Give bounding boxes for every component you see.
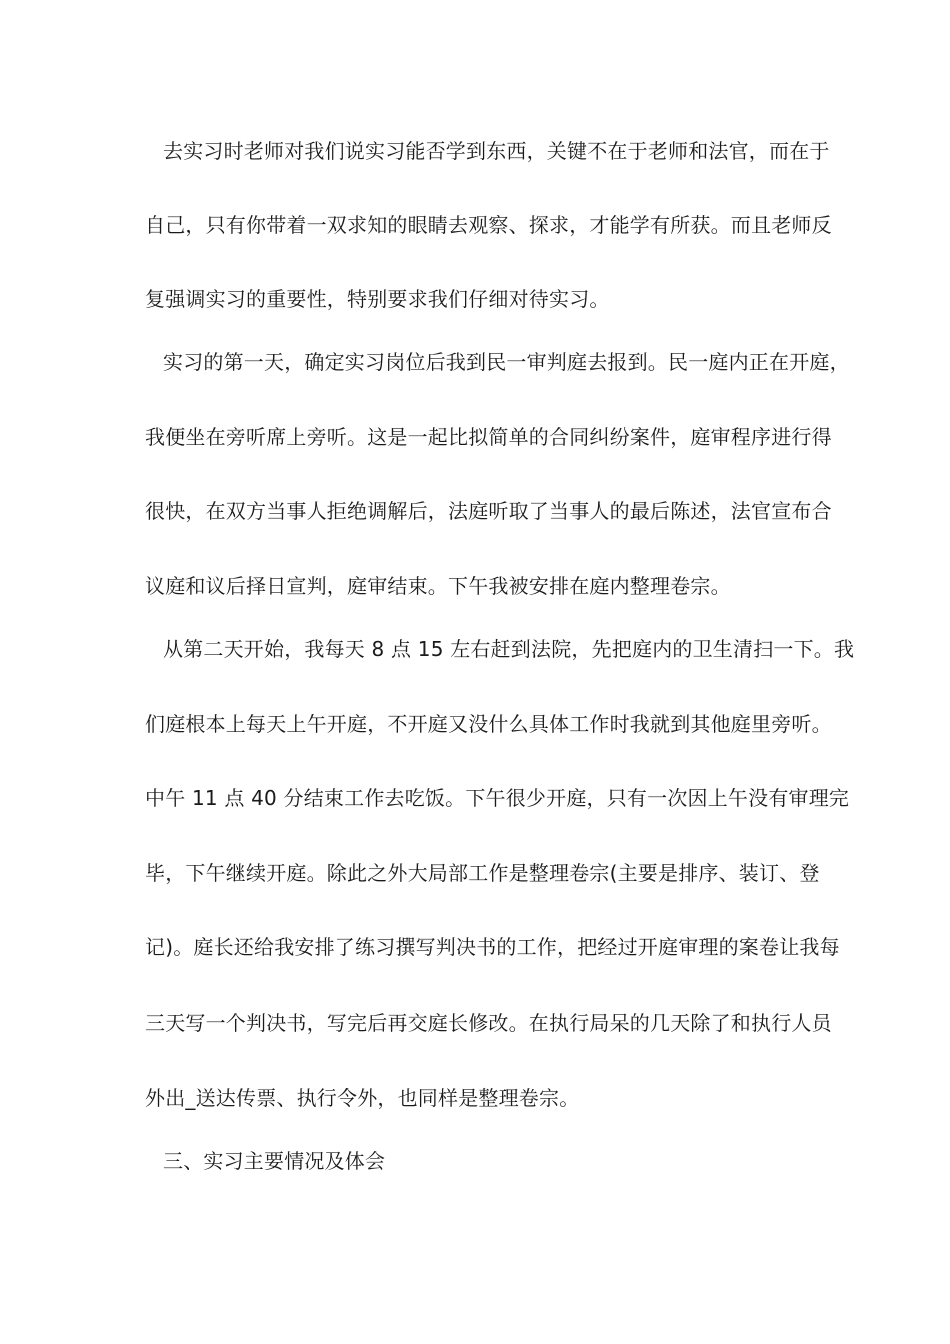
paragraph-3-line-4: 毕，下午继续开庭。除此之外大局部工作是整理卷宗(主要是排序、装订、登: [145, 861, 820, 885]
paragraph-3-line-5: 记)。庭长还给我安排了练习撰写判决书的工作，把经过开庭审理的案卷让我每: [145, 935, 840, 959]
paragraph-2-line-4: 议庭和议后择日宣判，庭审结束。下午我被安排在庭内整理卷宗。: [145, 574, 731, 598]
paragraph-3-line-3: 中午 11 点 40 分结束工作去吃饭。下午很少开庭，只有一次因上午没有审理完: [145, 786, 850, 810]
paragraph-3-line-6: 三天写一个判决书，写完后再交庭长修改。在执行局呆的几天除了和执行人员: [145, 1011, 832, 1035]
paragraph-2-line-1: 实习的第一天，确定实习岗位后我到民一审判庭去报到。民一庭内正在开庭，: [163, 350, 850, 374]
paragraph-3-line-1: 从第二天开始，我每天 8 点 15 左右赶到法院，先把庭内的卫生清扫一下。我: [163, 637, 855, 661]
paragraph-3-line-2: 们庭根本上每天上午开庭，不开庭又没什么具体工作时我就到其他庭里旁听。: [145, 712, 832, 736]
paragraph-1-line-3: 复强调实习的重要性，特别要求我们仔细对待实习。: [145, 287, 610, 311]
paragraph-3-line-7: 外出_送达传票、执行令外，也同样是整理卷宗。: [145, 1086, 580, 1110]
paragraph-2-line-2: 我便坐在旁听席上旁听。这是一起比拟简单的合同纠纷案件，庭审程序进行得: [145, 425, 832, 449]
paragraph-2-line-3: 很快，在双方当事人拒绝调解后，法庭听取了当事人的最后陈述，法官宣布合: [145, 499, 832, 523]
paragraph-1-line-1: 去实习时老师对我们说实习能否学到东西，关键不在于老师和法官，而在于: [163, 139, 830, 163]
section-heading: 三、实习主要情况及体会: [163, 1149, 386, 1173]
paragraph-1-line-2: 自己，只有你带着一双求知的眼睛去观察、探求，才能学有所获。而且老师反: [145, 213, 832, 237]
